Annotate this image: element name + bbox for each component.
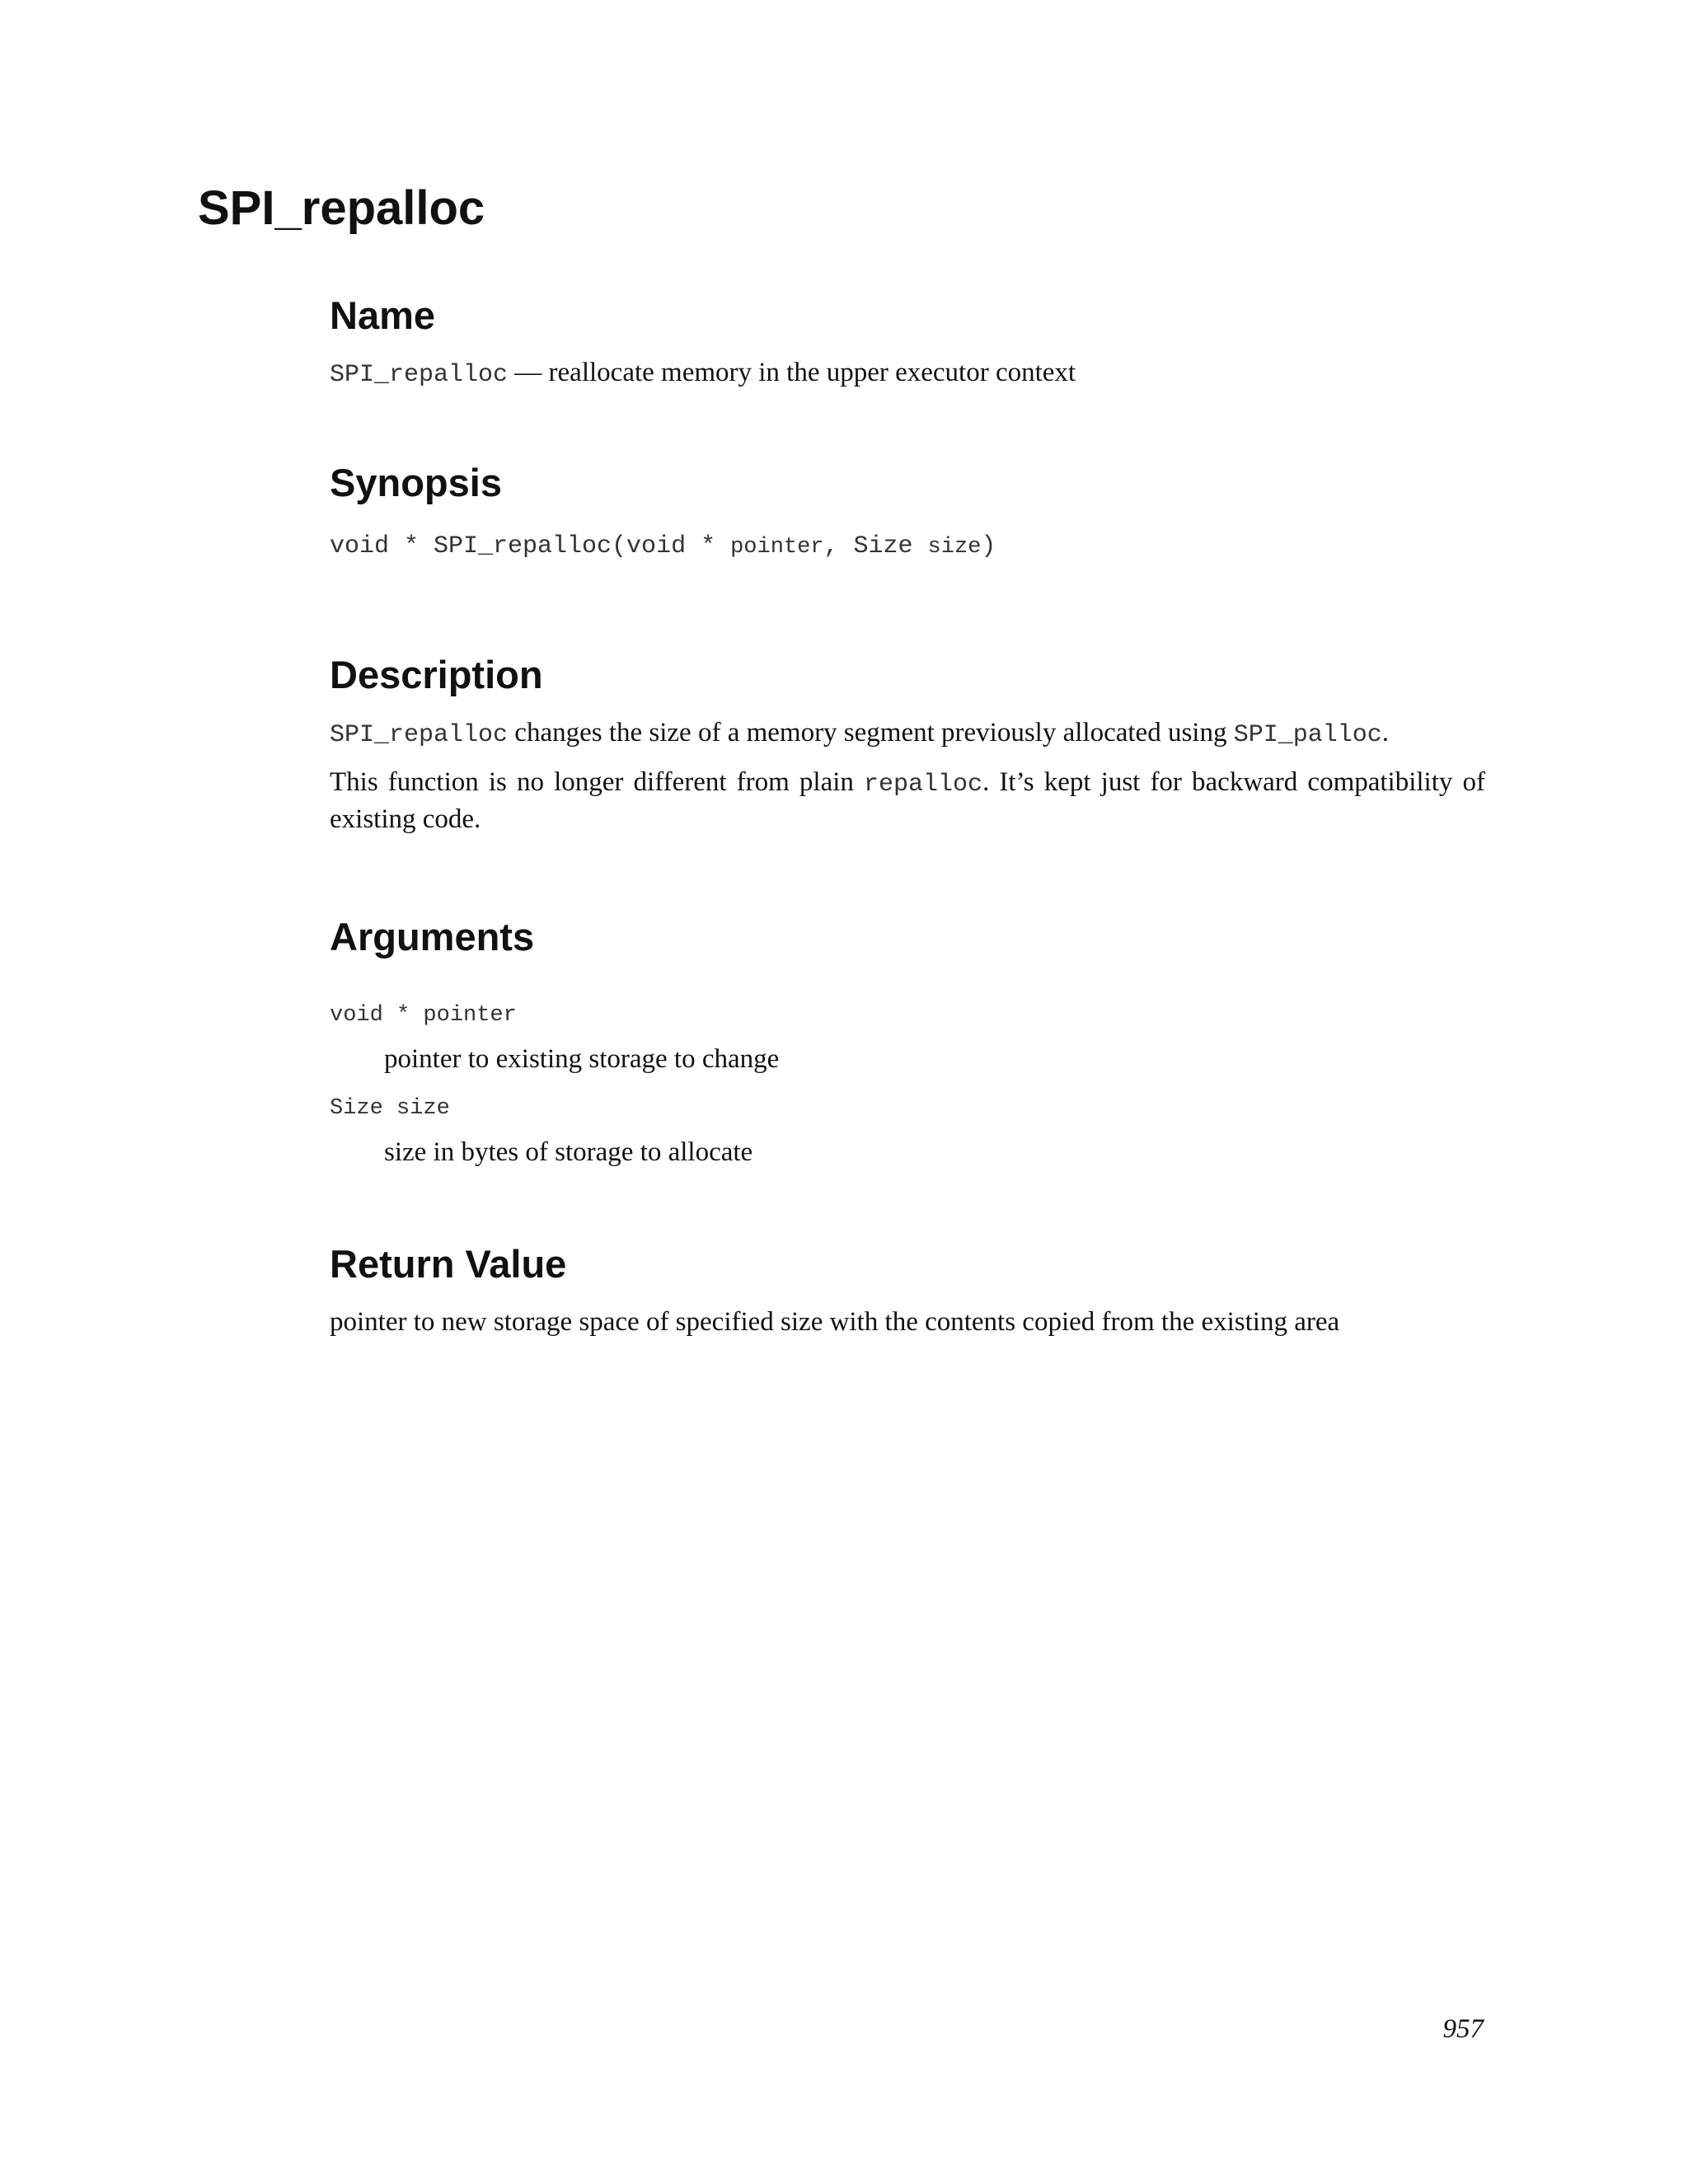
synopsis-section	[330, 460, 1485, 563]
signature-separator: , Size	[823, 532, 928, 561]
signature-prefix: void * SPI_repalloc(void *	[330, 532, 731, 561]
argument-pointer	[330, 1001, 1485, 1078]
page-number: 957	[1442, 2014, 1484, 2044]
name-heading: Name	[330, 293, 436, 337]
argument-type: Size	[330, 1095, 397, 1121]
description-paragraph-2	[330, 765, 1485, 837]
argument-param: size	[396, 1095, 450, 1121]
argument-term	[330, 1094, 1485, 1123]
signature-param-pointer: pointer	[730, 535, 824, 560]
return-value-text: pointer to new storage space of specified size with the contents copied from the existing area	[330, 1306, 1340, 1337]
inline-code-spi-palloc: SPI_palloc	[1233, 720, 1382, 749]
inline-code-spi-repalloc: SPI_repalloc	[330, 720, 509, 749]
inline-code-repalloc: repalloc	[864, 771, 983, 799]
page-title: SPI_repalloc	[198, 181, 485, 235]
argument-type: void *	[330, 1002, 424, 1028]
refentry-content	[330, 293, 1485, 1353]
description-heading: Description	[330, 653, 543, 697]
argument-size	[330, 1094, 1485, 1171]
arguments-heading: Arguments	[330, 914, 535, 958]
arguments-section	[330, 914, 1485, 1171]
argument-param: pointer	[423, 1002, 517, 1028]
synopsis-heading: Synopsis	[330, 460, 502, 504]
description-period: .	[1381, 717, 1389, 748]
description-section	[330, 652, 1485, 837]
signature-param-size: size	[927, 535, 982, 560]
function-name: SPI_repalloc	[330, 361, 509, 390]
function-signature	[330, 531, 1485, 563]
signature-suffix: )	[981, 532, 996, 561]
description-text-2a: This function is no longer different from plain	[330, 767, 865, 798]
return-value-heading: Return Value	[330, 1242, 567, 1286]
description-text-1: changes the size of a memory segment previously allocated using	[508, 717, 1234, 748]
function-summary: — reallocate memory in the upper executor context	[508, 358, 1076, 388]
name-line	[330, 355, 1485, 392]
name-section	[330, 293, 1485, 392]
return-value-section	[330, 1241, 1485, 1340]
description-paragraph-1	[330, 715, 1485, 752]
argument-term	[330, 1001, 1485, 1030]
description-text-2b: . It’s kept just for backward compatibility of existing code.	[330, 767, 1485, 834]
argument-description: size in bytes of storage to allocate	[384, 1137, 753, 1167]
argument-description: pointer to existing storage to change	[384, 1043, 780, 1074]
